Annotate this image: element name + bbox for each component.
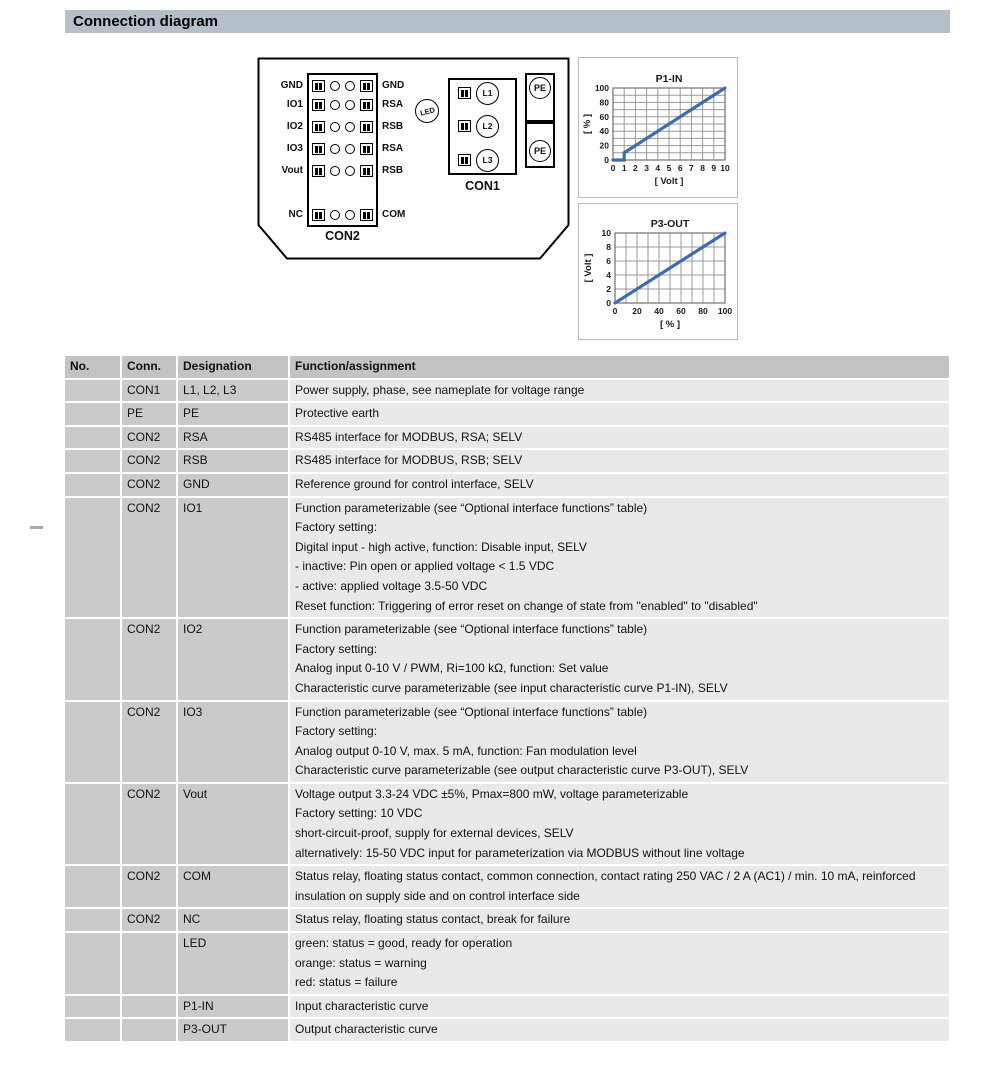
table-row [65,784,949,864]
svg-text:6: 6 [606,256,611,266]
con2-terminal-row [308,98,377,112]
connection-table [63,354,951,1043]
cell-function [290,866,949,907]
terminal-bar [465,157,468,164]
svg-text:2: 2 [633,163,638,173]
con2-terminal-row [308,164,377,178]
cell-designation: IO2 [178,619,288,699]
terminal-bar [367,83,370,90]
terminal-icon [458,120,471,132]
terminal-bar [461,90,464,97]
cell-function [290,702,949,782]
svg-text:100: 100 [594,83,609,93]
con2-pin-label-left: Vout [281,165,303,176]
terminal-icon [312,209,325,221]
function-line: Function parameterizable (see “Optional interface functions” table) [295,704,648,719]
contact-circle-icon [330,100,340,110]
svg-text:20: 20 [599,140,609,151]
cell-conn: CON2 [122,866,176,907]
cell-conn: CON2 [122,427,176,449]
function-line: Status relay, floating status contact, common connection, contact rating 250 VAC / 2 A (AC1) / min. 10 mA, reinforced insulation on supply side and on control interface side [295,869,916,903]
contact-circle-icon [345,81,355,91]
terminal-icon [360,165,373,177]
function-line: Output characteristic curve [295,1022,438,1037]
table-row [65,619,949,699]
cell-conn: CON1 [122,380,176,402]
terminal-icon [360,143,373,155]
svg-text:5: 5 [666,163,672,173]
svg-text:3: 3 [644,163,649,173]
terminal-bar [367,102,370,109]
function-line: Function parameterizable (see “Optional interface functions” table) [295,500,648,515]
cell-conn: CON2 [122,784,176,864]
cell-function [290,619,949,699]
terminal-icon [458,87,471,99]
table-row [65,498,949,618]
margin-dash [30,526,43,529]
cell-function [290,909,949,931]
svg-text:0: 0 [612,306,618,316]
cell-conn: CON2 [122,450,176,472]
terminal-bar [315,212,318,219]
terminal-bar [465,123,468,130]
function-line: Reference ground for control interface, SELV [295,476,534,491]
con2-pin-label-left: IO3 [286,143,303,154]
con1-terminal-row [451,148,511,172]
chart-canvas [579,58,737,197]
svg-text:0: 0 [604,155,609,165]
svg-text:7: 7 [689,163,694,173]
svg-text:40: 40 [599,126,609,137]
terminal-bar [315,168,318,175]
svg-text:20: 20 [632,306,642,316]
terminal-bar [367,146,370,153]
function-line: Factory setting: 10 VDC [295,806,423,821]
con2-pin-label-right: RSA [382,143,404,154]
con2-pin-label-right: RSA [382,99,404,110]
table-row [65,403,949,425]
cell-designation: P3-OUT [178,1019,288,1041]
function-line: RS485 interface for MODBUS, RSA; SELV [295,429,523,444]
cell-function [290,933,949,994]
terminal-bar [363,124,366,131]
terminal-bar [315,124,318,131]
terminal-icon [312,143,325,155]
terminal-bar [363,212,366,219]
svg-text:40: 40 [654,306,664,316]
svg-text:4: 4 [606,270,611,280]
chart-p1-in [578,57,738,198]
table-row [65,474,949,496]
cell-conn: CON2 [122,474,176,496]
contact-circle-icon [345,122,355,132]
cell-designation: RSB [178,450,288,472]
terminal-bar [367,212,370,219]
svg-text:P3-OUT: P3-OUT [650,218,690,230]
cell-no [65,403,120,425]
led-label: LED [418,104,436,118]
table-row [65,933,949,994]
cell-designation: GND [178,474,288,496]
function-line: - active: applied voltage 3.5-50 VDC [295,578,488,593]
terminal-icon [360,80,373,92]
svg-text:[ % ]: [ % ] [582,113,593,135]
terminal-bar [363,146,366,153]
cell-function [290,498,949,618]
function-line: Factory setting: [295,641,378,656]
cell-no [65,1019,120,1041]
svg-text:10: 10 [720,163,730,173]
svg-text:0: 0 [606,298,611,308]
function-line: Reset function: Triggering of error reset on change of state from "enabled" to "disabled" [295,598,758,613]
phase-circle: L2 [476,115,499,138]
terminal-bar [319,212,322,219]
terminal-bar [319,124,322,131]
cell-designation: IO1 [178,498,288,618]
cell-designation: Vout [178,784,288,864]
table-row [65,1019,949,1041]
cell-function [290,403,949,425]
function-line: alternatively: 15-50 VDC input for parameterization via MODBUS without line voltage [295,845,745,860]
cell-no [65,450,120,472]
terminal-bar [315,146,318,153]
cell-function [290,450,949,472]
contact-circle-icon [330,166,340,176]
cell-conn: PE [122,403,176,425]
cell-conn [122,1019,176,1041]
terminal-icon [360,121,373,133]
svg-text:10: 10 [601,228,611,238]
con2-terminal-row [308,120,377,134]
cell-conn: CON2 [122,498,176,618]
contact-circle-icon [345,100,355,110]
terminal-icon [312,80,325,92]
cell-conn [122,933,176,994]
con2-pin-label-left: NC [288,209,303,220]
svg-text:8: 8 [700,163,705,173]
cell-function [290,784,949,864]
con2-terminal-row [308,79,377,93]
con2-pin-label-right: RSB [382,165,404,176]
table-row [65,450,949,472]
terminal-icon [458,154,471,166]
cell-no [65,784,120,864]
cell-no [65,702,120,782]
svg-text:P1-IN: P1-IN [655,73,683,85]
table-row [65,427,949,449]
cell-conn: CON2 [122,619,176,699]
function-line: Protective earth [295,406,380,421]
svg-text:2: 2 [606,284,611,294]
terminal-bar [319,168,322,175]
page-title: Connection diagram [65,10,950,33]
function-line: - inactive: Pin open or applied voltage < 1.5 VDC [295,559,555,574]
terminal-icon [312,99,325,111]
cell-no [65,474,120,496]
con2-pin-label-left: GND [280,80,303,91]
cell-function [290,996,949,1018]
terminal-bar [367,168,370,175]
terminal-bar [319,146,322,153]
phase-circle: L3 [476,149,499,172]
table-row [65,866,949,907]
function-line: Characteristic curve parameterizable (see input characteristic curve P1-IN), SELV [295,680,728,695]
function-line: RS485 interface for MODBUS, RSB; SELV [295,453,523,468]
terminal-bar [319,102,322,109]
function-line: Power supply, phase, see nameplate for voltage range [295,382,585,397]
cell-conn: CON2 [122,909,176,931]
contact-circle-icon [345,210,355,220]
cell-no [65,498,120,618]
contact-circle-icon [345,144,355,154]
terminal-bar [363,102,366,109]
con1-terminal-row [451,81,511,105]
cell-no [65,933,120,994]
con2-terminal-row [308,142,377,156]
cell-designation: LED [178,933,288,994]
contact-circle-icon [345,166,355,176]
cell-no [65,427,120,449]
function-line: Status relay, floating status contact, break for failure [295,912,571,927]
chart-p3-out [578,203,738,340]
con2-pin-label-right: RSB [382,121,404,132]
cell-designation: NC [178,909,288,931]
svg-text:[ % ]: [ % ] [659,319,681,330]
pe-circle-2: PE [529,140,551,162]
svg-text:100: 100 [717,306,733,316]
cell-no [65,380,120,402]
terminal-bar [319,83,322,90]
cell-function [290,1019,949,1041]
svg-text:80: 80 [698,306,708,316]
function-line: Analog output 0-10 V, max. 5 mA, function: Fan modulation level [295,743,637,758]
contact-circle-icon [330,210,340,220]
function-line: Analog input 0-10 V / PWM, Ri=100 kΩ, function: Set value [295,661,609,676]
terminal-icon [360,209,373,221]
cell-designation: L1, L2, L3 [178,380,288,402]
cell-conn: CON2 [122,702,176,782]
cell-function [290,474,949,496]
con2-pin-label-left: IO2 [286,121,303,132]
terminal-icon [312,121,325,133]
terminal-bar [315,83,318,90]
terminal-icon [360,99,373,111]
cell-designation: RSA [178,427,288,449]
function-line: Factory setting: [295,520,378,535]
svg-text:8: 8 [606,242,611,252]
table-row [65,702,949,782]
cell-no [65,996,120,1018]
function-line: Voltage output 3.3-24 VDC ±5%, Pmax=800 mW, voltage parameterizable [295,786,689,801]
cell-function [290,380,949,402]
cell-function [290,427,949,449]
con2-pin-label-right: COM [382,209,406,220]
svg-text:6: 6 [677,163,683,173]
cell-no [65,619,120,699]
contact-circle-icon [330,144,340,154]
table-row [65,380,949,402]
svg-text:[ Volt ]: [ Volt ] [654,176,684,187]
header-function: Function/assignment [290,356,949,378]
cell-no [65,909,120,931]
cell-designation: P1-IN [178,996,288,1018]
function-line: Digital input - high active, function: Disable input, SELV [295,539,587,554]
function-line: green: status = good, ready for operation [295,936,513,951]
con2-pin-label-right: GND [382,80,405,91]
table-row [65,909,949,931]
pe-circle-1: PE [529,77,551,99]
terminal-bar [363,83,366,90]
svg-text:[ Volt ]: [ Volt ] [583,253,594,283]
con1-caption: CON1 [465,179,500,193]
function-line: Characteristic curve parameterizable (see output characteristic curve P3-OUT), SELV [295,763,749,778]
chart-canvas [579,204,737,339]
header-no: No. [65,356,120,378]
con2-terminal-row [308,208,377,222]
contact-circle-icon [330,81,340,91]
terminal-icon [312,165,325,177]
cell-designation: COM [178,866,288,907]
function-line: Function parameterizable (see “Optional interface functions” table) [295,622,648,637]
table-row [65,996,949,1018]
terminal-bar [367,124,370,131]
svg-text:80: 80 [599,97,609,108]
svg-text:1: 1 [621,163,627,173]
terminal-bar [363,168,366,175]
contact-circle-icon [330,122,340,132]
terminal-bar [461,123,464,130]
header-designation: Designation [178,356,288,378]
svg-text:0: 0 [610,163,616,173]
function-line: red: status = failure [295,975,398,990]
terminal-bar [461,157,464,164]
led-indicator [415,99,439,123]
cell-conn [122,996,176,1018]
con1-terminal-row [451,114,511,138]
table-header-row [65,356,949,378]
cell-no [65,866,120,907]
svg-text:60: 60 [599,111,609,122]
connection-diagram [257,57,570,261]
svg-text:9: 9 [711,163,717,173]
device-outline [257,57,570,261]
cell-designation: PE [178,403,288,425]
cell-designation: IO3 [178,702,288,782]
phase-circle: L1 [476,82,499,105]
con2-pin-label-left: IO1 [286,99,303,110]
con2-caption: CON2 [325,229,360,243]
terminal-bar [465,90,468,97]
svg-text:60: 60 [676,306,686,316]
function-line: orange: status = warning [295,955,427,970]
function-line: Factory setting: [295,724,378,739]
header-conn: Conn. [122,356,176,378]
function-line: Input characteristic curve [295,998,429,1013]
terminal-bar [315,102,318,109]
svg-text:4: 4 [655,163,661,173]
function-line: short-circuit-proof, supply for external devices, SELV [295,826,574,841]
